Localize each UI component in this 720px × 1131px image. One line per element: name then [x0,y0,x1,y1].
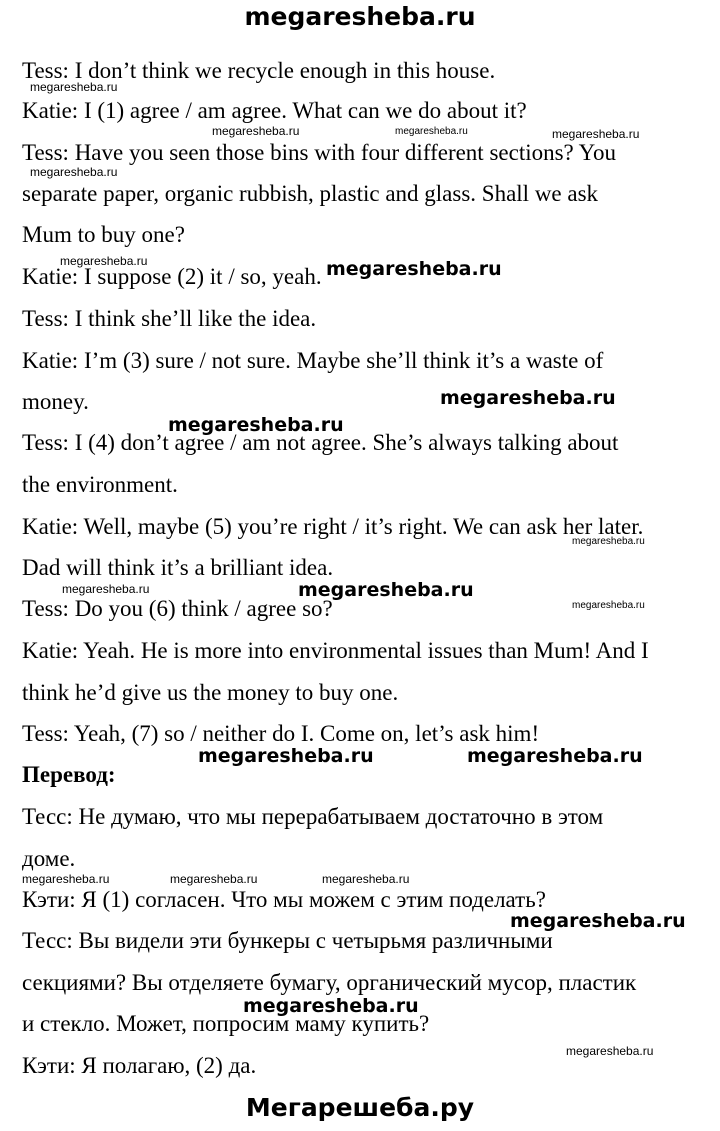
watermark: megaresheba.ru [62,582,150,596]
watermark: megaresheba.ru [168,414,344,436]
dialogue-line: the environment. [22,472,178,497]
dialogue-line: Dad will think it’s a brilliant idea. [22,555,334,580]
watermark: megaresheba.ru [322,872,410,886]
watermark: megaresheba.ru [198,745,374,767]
dialogue-line: Mum to buy one? [22,222,185,247]
dialogue-line: Tess: Yeah, (7) so / neither do I. Come on, let’s ask him! [22,721,540,746]
dialogue-line: Tess: I think she’ll like the idea. [22,306,317,331]
watermark: megaresheba.ru [552,127,640,141]
translation-line: и стекло. Может, попросим маму купить? [22,1011,430,1036]
watermark: megaresheba.ru [243,995,419,1017]
dialogue-line: Tess: I don’t think we recycle enough in this house. [22,58,496,83]
watermark: megaresheba.ru [572,536,645,547]
translation-line: Тесс: Не думаю, что мы перерабатываем достаточно в этом [22,804,604,829]
dialogue-line: Katie: I suppose (2) it / so, yeah. [22,264,322,289]
translation-line: Кэти: Я полагаю, (2) да. [22,1053,257,1078]
translation-line: Кэти: Я (1) согласен. Что мы можем с этим поделать? [22,887,546,912]
dialogue-line: Katie: Yeah. He is more into environmental issues than Mum! And I [22,638,649,663]
watermark: megaresheba.ru [467,745,643,767]
watermark: megaresheba.ru [326,258,502,280]
watermark: megaresheba.ru [566,1044,654,1058]
dialogue-line: Katie: I (1) agree / am agree. What can we do about it? [22,98,527,123]
dialogue-line: Katie: Well, maybe (5) you’re right / it’s right. We can ask her later. [22,514,644,539]
translation-line: секциями? Вы отделяете бумагу, органический мусор, пластик [22,970,637,995]
watermark: megaresheba.ru [440,387,616,409]
watermark: megaresheba.ru [395,126,468,137]
dialogue-line: Tess: Have you seen those bins with four different sections? You [22,140,616,165]
watermark: megaresheba.ru [60,254,148,268]
watermark: megaresheba.ru [22,872,110,886]
watermark: megaresheba.ru [572,600,645,611]
watermark: megaresheba.ru [30,165,118,179]
translation-line: доме. [22,846,76,871]
watermark: megaresheba.ru [30,80,118,94]
watermark: megaresheba.ru [298,579,474,601]
translation-line: Тесс: Вы видели эти бункеры с четырьмя различными [22,928,553,953]
dialogue-line: Katie: I’m (3) sure / not sure. Maybe she’ll think it’s a waste of [22,348,604,373]
dialogue-line: Tess: I (4) don’t agree / am not agree. She’s always talking about [22,430,619,455]
dialogue-line: Tess: Do you (6) think / agree so? [22,596,333,621]
watermark: megaresheba.ru [212,124,300,138]
dialogue-line: separate paper, organic rubbish, plastic and glass. Shall we ask [22,181,599,206]
site-footer-watermark: Мегарешеба.ру [245,1093,475,1122]
dialogue-line: money. [22,389,89,414]
watermark: megaresheba.ru [170,872,258,886]
site-header-watermark: megaresheba.ru [244,2,476,31]
translation-heading: Перевод: [22,762,116,787]
watermark: megaresheba.ru [510,910,686,932]
dialogue-line: think he’d give us the money to buy one. [22,680,399,705]
